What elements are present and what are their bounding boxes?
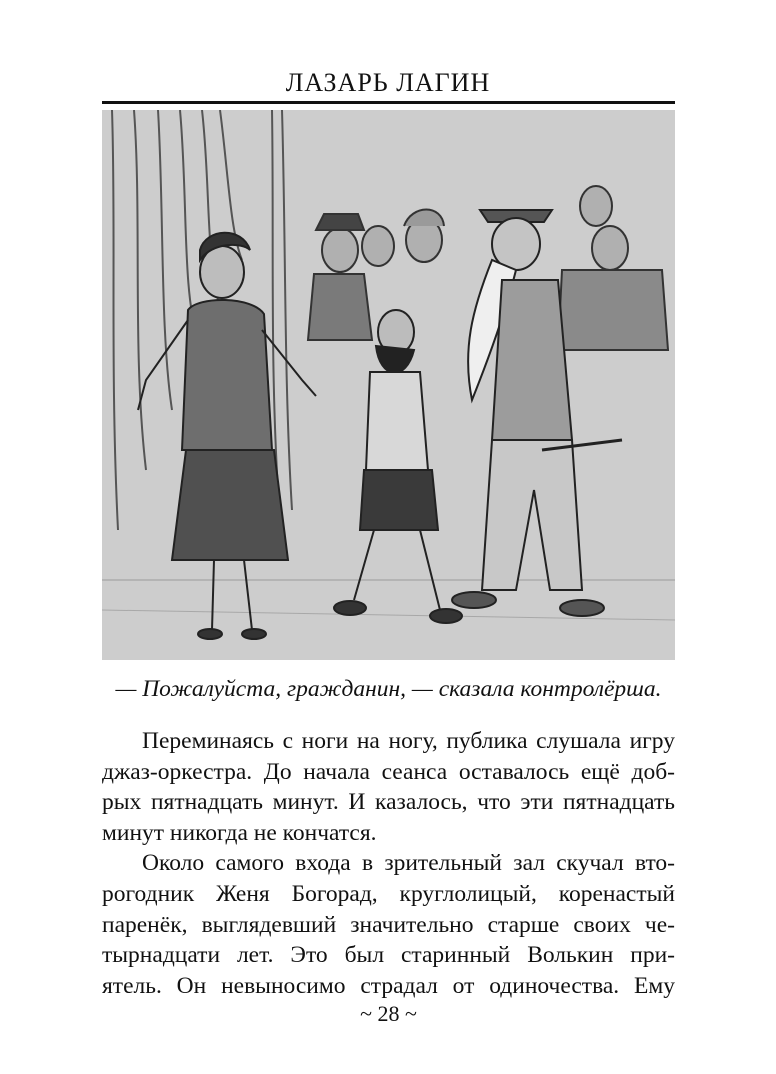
body-text: [102, 726, 675, 1001]
text-line: тырнадцати лет. Это был старинный Волькин при-: [102, 942, 675, 969]
text-line: ятель. Он невыносимо страдал от одиночества. Ему: [102, 972, 675, 999]
paragraph: [102, 848, 675, 1001]
page-number: ~ 28 ~: [360, 1001, 417, 1026]
text-line: рых пятнадцать минут. И казалось, что эти пятнадцать: [102, 789, 675, 816]
text-line: минут никогда не кончатся.: [102, 819, 377, 846]
running-head: ЛАЗАРЬ ЛАГИН: [285, 68, 491, 97]
text-line: паренёк, выглядевший значительно старше своих че-: [102, 911, 675, 938]
text-line: Переминаясь с ноги на ногу, публика слушала игру: [142, 728, 675, 754]
illustration: [102, 110, 675, 660]
text-line: джаз-оркестра. До начала сеанса оставалось ещё доб-: [102, 758, 675, 785]
paragraph: [102, 726, 675, 848]
text-line: Около самого входа в зрительный зал скучал вто-: [142, 850, 675, 877]
text-line: рогодник Женя Богорад, круглолицый, коренастый: [102, 880, 675, 907]
pencil-drawing: [102, 110, 675, 660]
illustration-caption: — Пожалуйста, гражданин, — сказала контролёрша.: [115, 676, 662, 702]
header-rule: [102, 101, 675, 104]
